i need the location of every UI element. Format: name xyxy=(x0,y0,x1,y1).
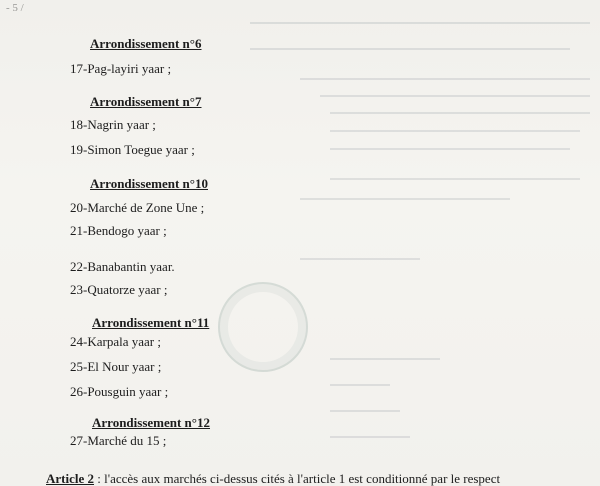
bleed-through-line xyxy=(320,95,590,97)
article-2-paragraph xyxy=(46,472,500,485)
bleed-through-line xyxy=(330,358,440,360)
bleed-through-line xyxy=(330,130,580,132)
bleed-through-line xyxy=(250,22,590,24)
list-item: 24-Karpala yaar ; xyxy=(70,334,161,349)
bleed-through-line xyxy=(250,48,570,50)
bleed-through-line xyxy=(300,198,510,200)
bleed-through-line xyxy=(330,410,400,412)
list-item: 21-Bendogo yaar ; xyxy=(70,223,167,238)
section-heading: Arrondissement n°11 xyxy=(92,315,210,330)
list-item: 17-Pag-layiri yaar ; xyxy=(70,61,172,76)
list-item: 22-Banabantin yaar. xyxy=(70,259,175,274)
section-heading: Arrondissement n°10 xyxy=(90,176,208,191)
section-heading: Arrondissement n°12 xyxy=(92,415,210,430)
corner-mark: - 5 / xyxy=(6,2,24,14)
section-heading: Arrondissement n°7 xyxy=(90,94,202,109)
list-item: 26-Pousguin yaar ; xyxy=(70,384,169,399)
bleed-through-line xyxy=(330,436,410,438)
list-item: 18-Nagrin yaar ; xyxy=(70,117,156,132)
list-item: 25-El Nour yaar ; xyxy=(70,359,162,374)
faint-seal-stamp xyxy=(218,282,308,372)
bleed-through-line xyxy=(330,148,570,150)
bleed-through-line xyxy=(300,258,420,260)
bleed-through-line xyxy=(330,112,590,114)
section-heading: Arrondissement n°6 xyxy=(90,36,202,51)
list-item: 20-Marché de Zone Une ; xyxy=(70,200,205,215)
article-label: Article 2 xyxy=(46,471,95,486)
list-item: 23-Quatorze yaar ; xyxy=(70,282,168,297)
list-item: 19-Simon Toegue yaar ; xyxy=(70,142,195,157)
bleed-through-line xyxy=(330,384,390,386)
bleed-through-line xyxy=(330,178,580,180)
list-item: 27-Marché du 15 ; xyxy=(70,433,167,448)
bleed-through-line xyxy=(300,78,590,80)
article-text: : l'accès aux marchés ci-dessus cités à l'article 1 est conditionné par le respect xyxy=(94,471,501,486)
